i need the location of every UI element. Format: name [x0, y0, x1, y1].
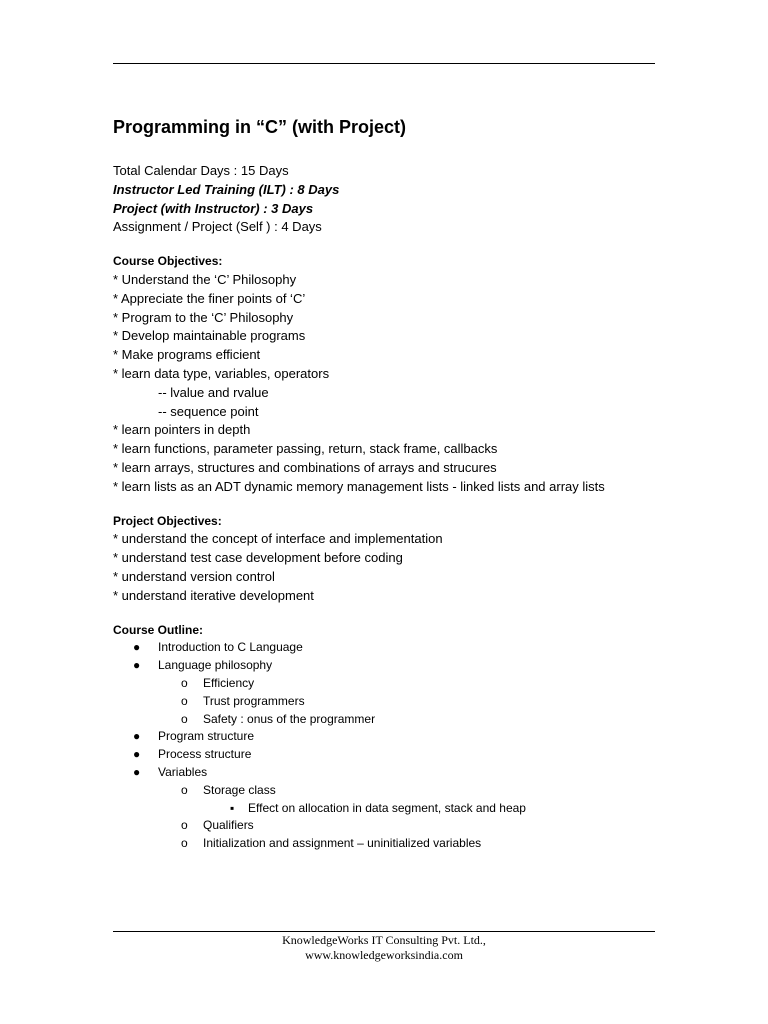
document-body	[113, 114, 673, 853]
outline-subitem: o Efficiency	[113, 675, 673, 693]
bullet-icon: ●	[133, 640, 141, 655]
course-outline-heading: Course Outline:	[113, 622, 204, 637]
header-rule	[113, 63, 655, 64]
circle-bullet-icon: o	[181, 836, 188, 851]
list-subitem: -- sequence point	[158, 403, 259, 419]
list-item: * understand iterative development	[113, 587, 314, 603]
list-item: * understand the concept of interface and implementation	[113, 531, 443, 547]
project-days: Project (with Instructor) : 3 Days	[113, 200, 314, 216]
list-item: * learn data type, variables, operators	[113, 365, 330, 381]
footer-rule	[113, 931, 655, 932]
project-objectives-heading: Project Objectives:	[113, 513, 222, 528]
circle-bullet-icon: o	[181, 782, 188, 797]
outline-subitem: o Safety : onus of the programmer	[113, 711, 673, 729]
course-objectives	[113, 252, 673, 496]
circle-bullet-icon: o	[181, 711, 188, 726]
outline-item: ● Program structure	[113, 728, 673, 746]
list-item: * learn functions, parameter passing, return, stack frame, callbacks	[113, 441, 498, 457]
bullet-icon: ●	[133, 729, 141, 744]
circle-bullet-icon: o	[181, 818, 188, 833]
list-item: * understand test case development before coding	[113, 550, 403, 566]
duration-block	[113, 162, 673, 237]
outline-subitem: o Storage class	[113, 782, 673, 800]
bullet-icon: ●	[133, 764, 141, 779]
outline-subitem: o Initialization and assignment – uninitialized variables	[113, 835, 673, 853]
outline-subitem: o Trust programmers	[113, 693, 673, 711]
list-item: * Appreciate the finer points of ‘C’	[113, 290, 306, 306]
outline-subitem: o Qualifiers	[113, 817, 673, 835]
list-item: * learn lists as an ADT dynamic memory management lists - linked lists and array lists	[113, 478, 605, 494]
list-subitem: -- lvalue and rvalue	[158, 384, 269, 400]
outline-subsubitem: ▪ Effect on allocation in data segment, stack and heap	[113, 800, 673, 818]
outline-item: ● Introduction to C Language	[113, 639, 673, 657]
footer-company: KnowledgeWorks IT Consulting Pvt. Ltd.,	[282, 933, 486, 947]
bullet-icon: ●	[133, 658, 141, 673]
list-item: * understand version control	[113, 568, 275, 584]
list-item: * Program to the ‘C’ Philosophy	[113, 309, 294, 325]
list-item: * Understand the ‘C’ Philosophy	[113, 271, 297, 287]
outline-item: ● Process structure	[113, 746, 673, 764]
course-outline	[113, 621, 673, 853]
outline-item: ● Language philosophy	[113, 657, 673, 675]
list-item: * Make programs efficient	[113, 347, 261, 363]
page-footer	[113, 933, 655, 963]
assignment-days: Assignment / Project (Self ) : 4 Days	[113, 219, 322, 235]
project-objectives	[113, 512, 673, 606]
list-item: * Develop maintainable programs	[113, 328, 306, 344]
square-bullet-icon: ▪	[230, 800, 235, 815]
circle-bullet-icon: o	[181, 693, 188, 708]
outline-item: ● Variables	[113, 764, 673, 782]
bullet-icon: ●	[133, 747, 141, 762]
list-item: * learn pointers in depth	[113, 422, 251, 438]
circle-bullet-icon: o	[181, 675, 188, 690]
ilt-days: Instructor Led Training (ILT) : 8 Days	[113, 181, 340, 197]
list-item: * learn arrays, structures and combinations of arrays and strucures	[113, 459, 497, 475]
total-days: Total Calendar Days : 15 Days	[113, 163, 289, 178]
footer-website: www.knowledgeworksindia.com	[305, 948, 463, 962]
page-title: Programming in “C” (with Project)	[113, 117, 407, 137]
course-objectives-heading: Course Objectives:	[113, 254, 223, 269]
